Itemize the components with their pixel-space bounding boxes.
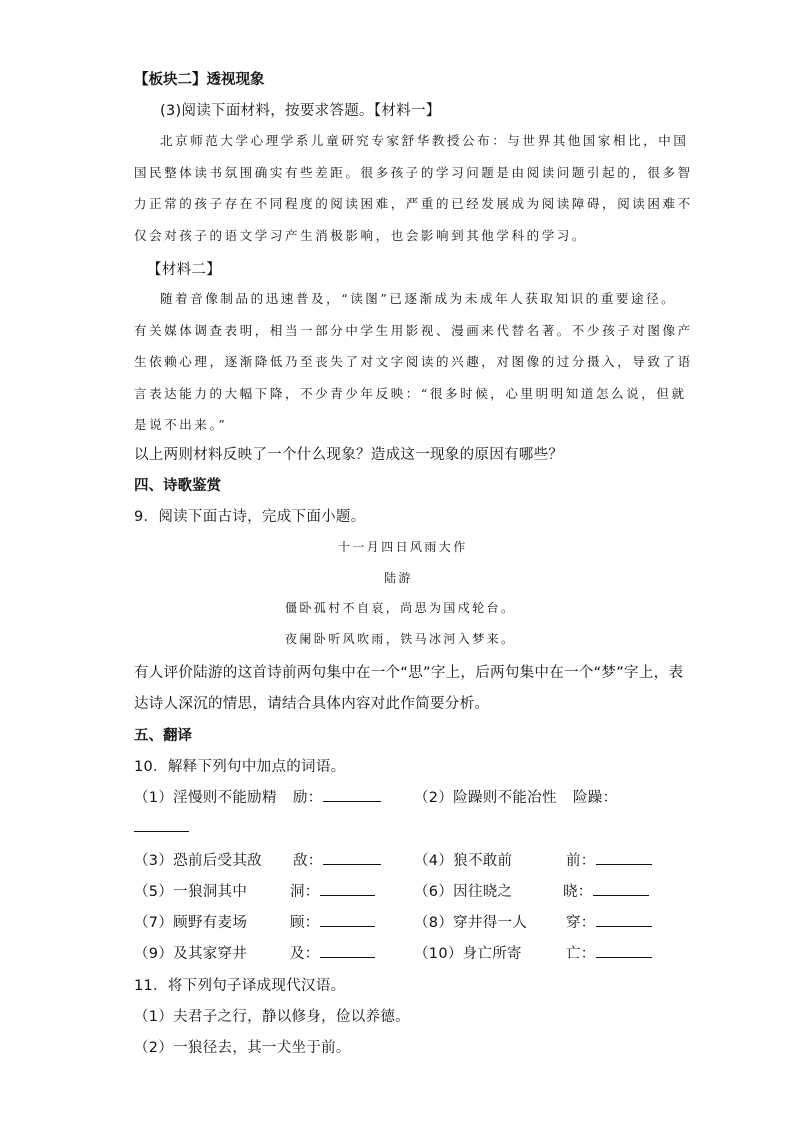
answer-blank[interactable]	[320, 942, 375, 958]
answer-blank[interactable]	[596, 942, 652, 958]
material2-line-1: 随着音像制品的迅速普及，“读图”已逐渐成为未成年人获取知识的重要途径。	[160, 291, 677, 306]
q10-item-1	[134, 786, 277, 807]
q10-item-number: （1）	[134, 790, 174, 806]
material1-line-1: 北京师范大学心理学系儿童研究专家舒华教授公布：与世界其他国家相比，中国	[160, 133, 689, 148]
q10-item-text: 顾野有麦场	[173, 915, 248, 931]
q10-word-label: 穿：	[566, 915, 596, 931]
q10-prompt: 10．解释下列句中加点的词语。	[134, 759, 346, 775]
answer-blank[interactable]	[596, 849, 652, 865]
q10-item-8	[414, 911, 527, 932]
q10-item-3	[134, 849, 262, 870]
q10-item-number: （10）	[414, 946, 463, 962]
q10-word-label: 洞：	[290, 884, 320, 900]
answer-blank[interactable]	[596, 911, 652, 927]
q10-word-label: 顾：	[290, 915, 320, 931]
q10-item-2	[414, 786, 557, 807]
q10-item-number: （2）	[414, 790, 454, 806]
material2-line-2: 有关媒体调查表明，相当一部分中学生用影视、漫画来代替名著。不少孩子对图像产	[134, 323, 693, 338]
q10-answer-1	[293, 786, 381, 807]
material1-line-2: 国民整体读书氛围确实有些差距。很多孩子的学习问题是由阅读问题引起的，很多智	[134, 165, 693, 180]
q10-item-9	[134, 942, 247, 963]
q10-item-text: 一狼洞其中	[173, 884, 248, 900]
q10-item-text: 恐前后受其敌	[173, 853, 262, 869]
q3-intro: (3)阅读下面材料，按要求答题。【材料一】	[160, 103, 441, 119]
q10-item-text: 淫慢则不能励精	[173, 790, 277, 806]
answer-blank[interactable]	[593, 880, 649, 896]
q10-item-number: （7）	[134, 915, 174, 931]
q10-answer-9	[290, 942, 375, 963]
q10-answer-5	[290, 880, 375, 901]
q11-item-1: （1）夫君子之行，静以修身，俭以养德。	[134, 1009, 410, 1025]
q10-item-text: 狼不敢前	[453, 853, 513, 869]
q10-item-text: 身亡所寄	[462, 946, 522, 962]
answer-blank[interactable]	[323, 786, 381, 802]
poem-title: 十一月四日风雨大作	[338, 540, 468, 554]
section4-title: 四、诗歌鉴赏	[134, 478, 221, 494]
q10-answer-7	[290, 911, 375, 932]
answer-blank[interactable]	[323, 849, 381, 865]
q10-item-text: 穿井得一人	[453, 915, 528, 931]
q10-answer-3	[293, 849, 381, 870]
q10-word-label: 晓：	[563, 884, 593, 900]
q10-item-number: （5）	[134, 884, 174, 900]
section5-title: 五、翻译	[134, 728, 192, 744]
q10-item-6	[414, 880, 512, 901]
q10-item-5	[134, 880, 247, 901]
material1-line-3: 力正常的孩子存在不同程度的阅读困难，严重的已经发展成为阅读障碍，阅读困难不	[134, 196, 693, 211]
material2-line-5: 是说不出来。”	[134, 417, 228, 432]
q9-question-line-2: 达诗人深沉的情思，请结合具体内容对此作简要分析。	[134, 696, 490, 712]
q10-word-label: 敌：	[293, 853, 323, 869]
q10-item-10	[414, 942, 522, 963]
q10-word-label: 励：	[293, 790, 323, 806]
material2-line-3: 生依赖心理，逐渐降低乃至丧失了对文字阅读的兴趣，对图像的过分摄入，导致了语	[134, 354, 693, 369]
material2-line-4: 言表达能力的大幅下降，不少青少年反映：“很多时候，心里明明知道怎么说，但就	[134, 386, 687, 401]
poem-line-1: 僵卧孤村不自哀，尚思为国戍轮台。	[285, 601, 516, 615]
q10-word-label: 亡：	[566, 946, 596, 962]
q10-item-4	[414, 849, 512, 870]
q10-answer-8	[566, 911, 652, 932]
material2-label: 【材料二】	[147, 262, 221, 278]
q10-item-number: （4）	[414, 853, 454, 869]
q10-item-number: （8）	[414, 915, 454, 931]
q10-item-number: （6）	[414, 884, 454, 900]
q10-item-number: （3）	[134, 853, 174, 869]
section2-question: 以上两则材料反映了一个什么现象？造成这一现象的原因有哪些？	[134, 447, 564, 463]
q10-answer-2-label: 险躁：	[573, 790, 618, 806]
answer-blank[interactable]	[134, 816, 189, 832]
q10-answer-4	[566, 849, 652, 870]
q10-answer-6	[563, 880, 649, 901]
q10-answer-10	[566, 942, 652, 963]
poem-line-2: 夜阑卧听风吹雨，铁马冰河入梦来。	[285, 632, 516, 646]
answer-blank[interactable]	[320, 911, 375, 927]
poem-author: 陆游	[384, 571, 413, 585]
q10-item-text: 及其家穿井	[173, 946, 248, 962]
q11-item-2: （2）一狼径去，其一犬坐于前。	[134, 1040, 351, 1056]
q9-question-line-1: 有人评价陆游的这首诗前两句集中在一个“思”字上，后两句集中在一个“梦”字上，表	[134, 665, 684, 681]
q10-word-label: 前：	[566, 853, 596, 869]
section2-title: 【板块二】透视现象	[134, 72, 265, 88]
q10-item-7	[134, 911, 247, 932]
q9-prompt: 9．阅读下面古诗，完成下面小题。	[134, 509, 366, 525]
q11-prompt: 11．将下列句子译成现代汉语。	[134, 978, 346, 994]
q10-word-label: 及：	[290, 946, 320, 962]
answer-blank[interactable]	[320, 880, 375, 896]
q10-item-number: （9）	[134, 946, 174, 962]
q10-answer-2	[134, 816, 189, 836]
q10-item-text: 因往晓之	[453, 884, 513, 900]
q10-item-text: 险躁则不能冶性	[453, 790, 557, 806]
material1-line-4: 仅会对孩子的语文学习产生消极影响，也会影响到其他学科的学习。	[134, 228, 588, 243]
